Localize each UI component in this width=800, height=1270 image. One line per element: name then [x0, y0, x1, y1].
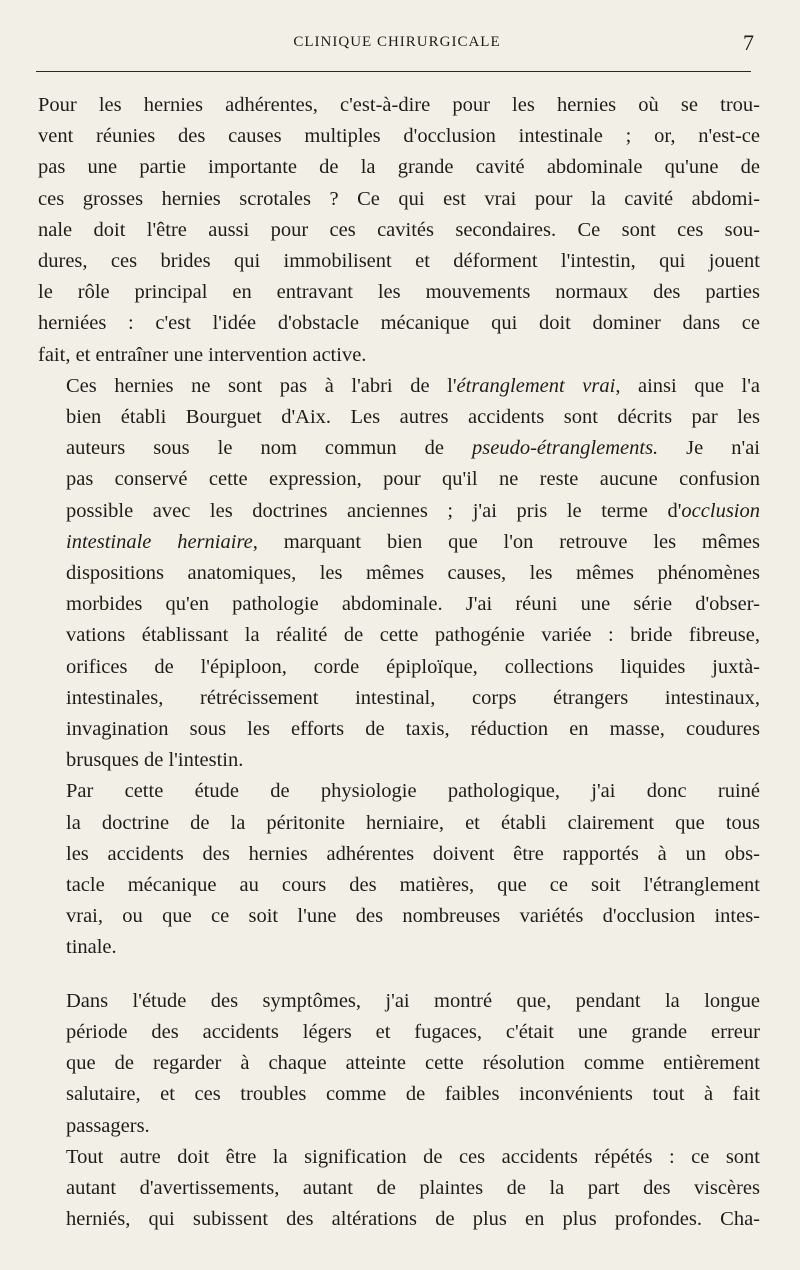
text-run: Ces hernies ne sont pas à l'abri de l' [66, 374, 457, 397]
paragraph-4 [38, 986, 760, 1142]
paragraph-5 [38, 1142, 760, 1236]
text-line: bien établi Bourguet d'Aix. Les autres accidents sont décrits par les [66, 406, 760, 429]
body-text [38, 90, 760, 1235]
text-run: , marquant bien que l'on retrouve les mêmes [252, 530, 760, 553]
text-run: auteurs sous le nom commun de [66, 437, 472, 460]
text-run: possible avec les doctrines anciennes ; j'ai pris le terme d' [66, 499, 682, 522]
text-line: dispositions anatomiques, les mêmes causes, les mêmes phénomènes [66, 562, 760, 585]
text-line: herniés, qui subissent des altérations de plus en plus profondes. Cha- [66, 1208, 760, 1231]
paragraph-1 [38, 90, 760, 371]
text-line: que de regarder à chaque atteinte cette résolution comme entièrement [66, 1052, 760, 1075]
page-number: 7 [743, 30, 754, 55]
text-line: nale doit l'être aussi pour ces cavités secondaires. Ce sont ces sou- [38, 218, 760, 241]
paragraph-3 [38, 776, 760, 963]
text-line: vrai, ou que ce soit l'une des nombreuses variétés d'occlusion intes- [66, 905, 760, 928]
text-line: fait, et entraîner une intervention active. [38, 343, 367, 366]
text-line [38, 433, 760, 464]
text-line: ces grosses hernies scrotales ? Ce qui est vrai pour la cavité abdomi- [38, 187, 760, 210]
running-head [36, 30, 758, 58]
text-line: pas conservé cette expression, pour qu'il ne reste aucune confusion [66, 468, 760, 491]
italic-term: pseudo-étranglements. [472, 437, 659, 460]
text-line: brusques de l'intestin. [66, 749, 244, 772]
italic-term: occlusion [681, 499, 760, 522]
text-line: dures, ces brides qui immobilisent et déforment l'intestin, qui jouent [38, 250, 760, 273]
text-line: vations établissant la réalité de cette pathogénie variée : bride fibreuse, [66, 624, 760, 647]
text-line: le rôle principal en entravant les mouvements normaux des parties [38, 281, 760, 304]
text-line [38, 496, 760, 527]
text-line: les accidents des hernies adhérentes doivent être rapportés à un obs- [66, 842, 760, 865]
text-line: passagers. [66, 1114, 150, 1137]
text-line: Par cette étude de physiologie pathologique, j'ai donc ruiné [66, 780, 760, 803]
text-line: orifices de l'épiploon, corde épiploïque, collections liquides juxtà- [66, 655, 760, 678]
text-line: salutaire, et ces troubles comme de faibles inconvénients tout à fait [66, 1083, 760, 1106]
italic-term: étranglement vrai [456, 374, 616, 397]
italic-term: intestinale herniaire [66, 530, 253, 553]
text-line: Pour les hernies adhérentes, c'est-à-dire pour les hernies où se trou- [38, 94, 760, 116]
paragraph-2 [38, 371, 760, 777]
text-line: vent réunies des causes multiples d'occlusion intestinale ; or, n'est-ce [38, 125, 760, 148]
text-line: herniées : c'est l'idée d'obstacle mécanique qui doit dominer dans ce [38, 312, 760, 335]
text-line: la doctrine de la péritonite herniaire, et établi clairement que tous [66, 811, 760, 834]
header-rule [36, 71, 751, 72]
text-line [38, 527, 760, 558]
text-run: Je n'ai [658, 437, 760, 460]
text-line: autant d'avertissements, autant de plaintes de la part des viscères [66, 1176, 760, 1199]
text-line: intestinales, rétrécissement intestinal, corps étrangers intestinaux, [66, 686, 760, 709]
text-line [38, 371, 760, 402]
running-title: CLINIQUE CHIRURGICALE [293, 34, 501, 50]
text-line: période des accidents légers et fugaces, c'était une grande erreur [66, 1020, 760, 1043]
text-line: tinale. [66, 936, 117, 959]
text-line: Dans l'étude des symptômes, j'ai montré que, pendant la longue [66, 989, 760, 1012]
text-run: , ainsi que l'a [615, 374, 760, 397]
text-line: morbides qu'en pathologie abdominale. J'ai réuni une série d'obser- [66, 593, 760, 616]
text-line: Tout autre doit être la signification de ces accidents répétés : ce sont [66, 1145, 760, 1168]
text-line: pas une partie importante de la grande cavité abdominale qu'une de [38, 156, 760, 179]
text-line: tacle mécanique au cours des matières, que ce soit l'étranglement [66, 874, 760, 897]
text-line: invagination sous les efforts de taxis, réduction en masse, coudures [66, 718, 760, 741]
